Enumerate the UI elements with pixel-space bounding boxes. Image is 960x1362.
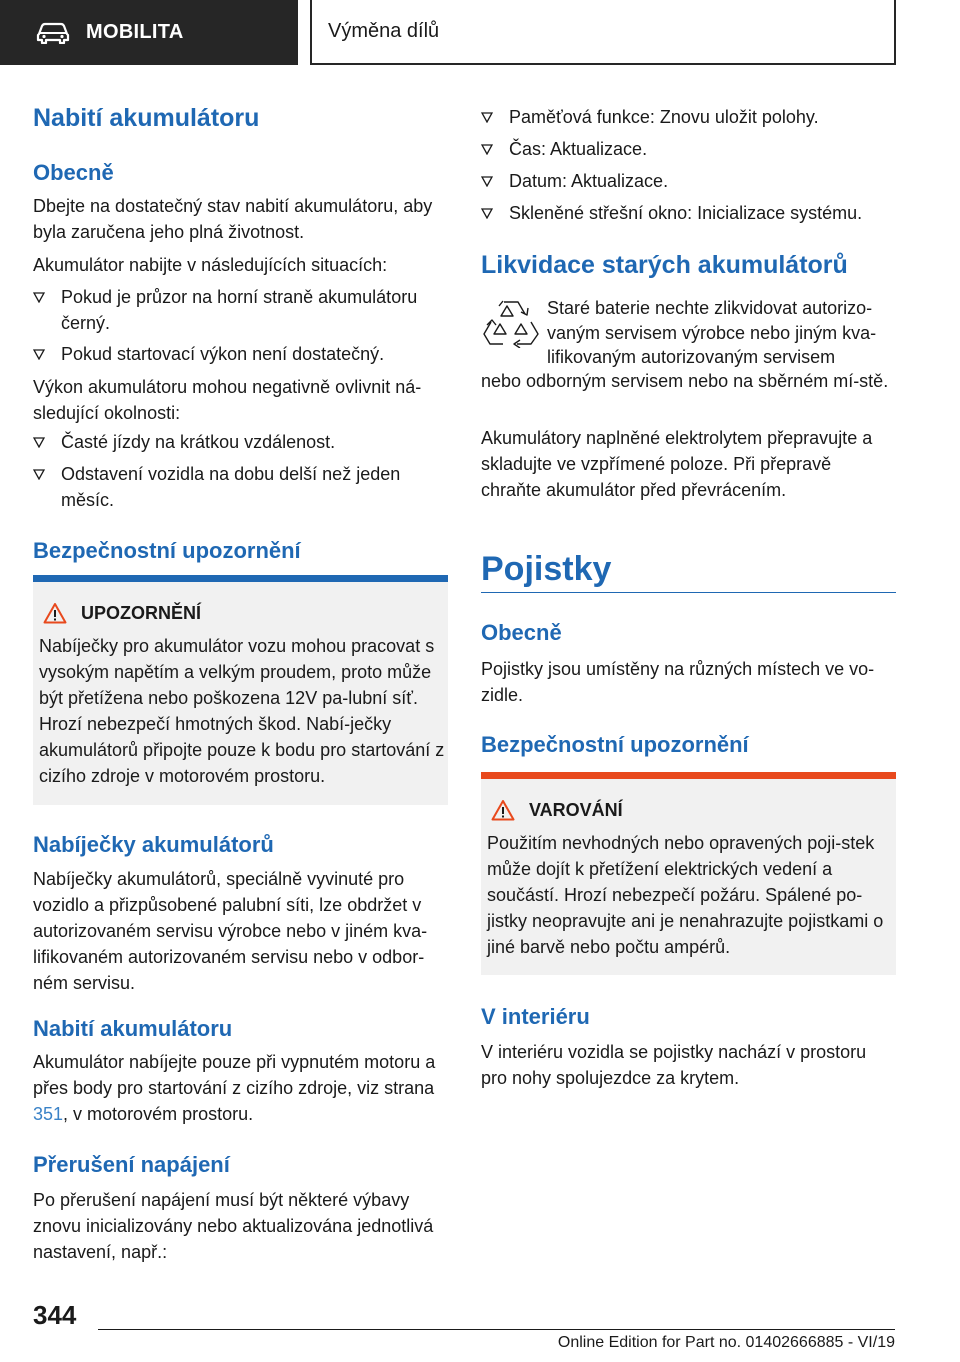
- section-title-fuses: Pojistky: [481, 550, 612, 588]
- recycle-icon: [483, 296, 539, 348]
- list-item: Datum: Aktualizace.: [481, 168, 896, 194]
- triangle-bullet-icon: [33, 437, 45, 448]
- header-brand: MOBILITA: [86, 21, 184, 43]
- heading-general: Obecně: [33, 160, 114, 185]
- disposal-line-3: lifikovaným autorizovaným servisem: [547, 347, 836, 367]
- triangle-bullet-icon: [481, 112, 493, 123]
- list-item: Pokud je průzor na horní straně akumulátoru černý.: [33, 284, 448, 336]
- notice-title: UPOZORNĚNÍ: [43, 602, 201, 624]
- paragraph-charging: Akumulátor nabíjejte pouze při vypnutém motoru a přes body pro startování z cizího zdroje, viz strana 351, v motorovém prostoru.: [33, 1052, 436, 1124]
- warning-box: [481, 772, 896, 975]
- paragraph-disposal: nebo odborným servisem nebo na sběrném mí-stě.: [481, 371, 889, 391]
- triangle-bullet-icon: [481, 144, 493, 155]
- paragraph-charge-situations: Akumulátor nabijte v následujících situacích:: [33, 255, 388, 275]
- section-title-battery-charging: Nabití akumulátoru: [33, 104, 260, 132]
- car-icon: [36, 22, 70, 44]
- paragraph-power-interruption: Po přerušení napájení musí být některé výbavy znovu inicializovány nebo aktualizována jednotlivá nastavení, např.:: [33, 1190, 434, 1262]
- list-item: Pokud startovací výkon není dostatečný.: [33, 341, 448, 367]
- paragraph-negative-factors: Výkon akumulátoru mohou negativně ovlivnit ná-sledující okolnosti:: [33, 377, 422, 423]
- paragraph-transport: Akumulátory naplněné elektrolytem přepravujte a skladujte ve vzpřímené poloze. Při přepravě chraňte akumulátor před převrácením.: [481, 428, 873, 500]
- section-rule: [481, 592, 896, 593]
- heading-disposal: Likvidace starých akumulátorů: [481, 251, 848, 279]
- list-item: Paměťová funkce: Znovu uložit polohy.: [481, 104, 896, 130]
- notice-box-bar: [33, 575, 448, 582]
- notice-box: [33, 575, 448, 805]
- disposal-line-1: Staré baterie nechte zlikvidovat autorizo-: [547, 298, 873, 318]
- heading-chargers: Nabíječky akumulátorů: [33, 832, 274, 857]
- page-number: 344: [33, 1300, 77, 1330]
- footer-edition: Online Edition for Part no. 01402666885 - VI/19: [557, 1334, 895, 1351]
- warning-triangle-icon: [491, 799, 515, 821]
- triangle-bullet-icon: [33, 469, 45, 480]
- paragraph-charge-state: Dbejte na dostatečný stav nabití akumulátoru, aby byla zaručena jeho plná životnost.: [33, 196, 433, 242]
- warning-triangle-icon: [43, 602, 67, 624]
- triangle-bullet-icon: [481, 208, 493, 219]
- warning-title: VAROVÁNÍ: [491, 799, 623, 821]
- notice-text: Nabíječky pro akumulátor vozu mohou pracovat s vysokým napětím a velkým proudem, proto může být přetížena nebo poškozena 12V pa-lubní síť. Hrozí nebezpečí hmotných škod. Nabí-ječky akumulátorů připojte pouze k bodu pro startování z cizího zdroje v motorovém prostoru.: [39, 636, 445, 786]
- triangle-bullet-icon: [481, 176, 493, 187]
- paragraph-chargers: Nabíječky akumulátorů, speciálně vyvinuté pro vozidlo a přizpůsobené palubní síti, lze obdržet v autorizovaném servisu výrobce nebo v jiném kva-lifikovaném autorizovaném servisu nebo v odbor-ném servisu.: [33, 869, 428, 993]
- list-item: Časté jízdy na krátkou vzdálenost.: [33, 429, 448, 455]
- heading-power-interruption: Přerušení napájení: [33, 1152, 230, 1177]
- warning-text: Použitím nevhodných nebo opravených poji-stek může dojít k přetížení elektrických vedení a součástí. Hrozí nebezpečí požáru. Spálené po-jistky neopravujte ani je nenahrazujte pojistkami o jiné barvě nebo počtu ampérů.: [487, 833, 884, 957]
- heading-safety-notes: Bezpečnostní upozornění: [33, 538, 301, 563]
- triangle-bullet-icon: [33, 349, 45, 360]
- list-item: Čas: Aktualizace.: [481, 136, 896, 162]
- warning-box-bar: [481, 772, 896, 779]
- heading-charging: Nabití akumulátoru: [33, 1016, 233, 1041]
- disposal-line-2: vaným servisem výrobce nebo jiným kva-: [547, 323, 877, 343]
- heading-safety-notes-fuses: Bezpečnostní upozornění: [481, 732, 749, 757]
- footer-rule: [98, 1329, 895, 1330]
- list-item: Odstavení vozidla na dobu delší než jeden měsíc.: [33, 461, 433, 513]
- page-reference-link[interactable]: 351: [33, 1104, 64, 1124]
- list-item: Skleněné střešní okno: Inicializace systému.: [481, 200, 896, 226]
- heading-interior: V interiéru: [481, 1004, 590, 1029]
- paragraph-fuses-general: Pojistky jsou umístěny na různých místech ve vo-zidle.: [481, 659, 875, 705]
- header-section-title: Výměna dílů: [328, 20, 440, 42]
- paragraph-interior: V interiéru vozidla se pojistky nachází v prostoru pro nohy spolujezdce za krytem.: [481, 1042, 867, 1088]
- triangle-bullet-icon: [33, 292, 45, 303]
- heading-general-fuses: Obecně: [481, 620, 562, 645]
- header-section-block: [310, 0, 896, 65]
- header-brand-block: [0, 0, 298, 65]
